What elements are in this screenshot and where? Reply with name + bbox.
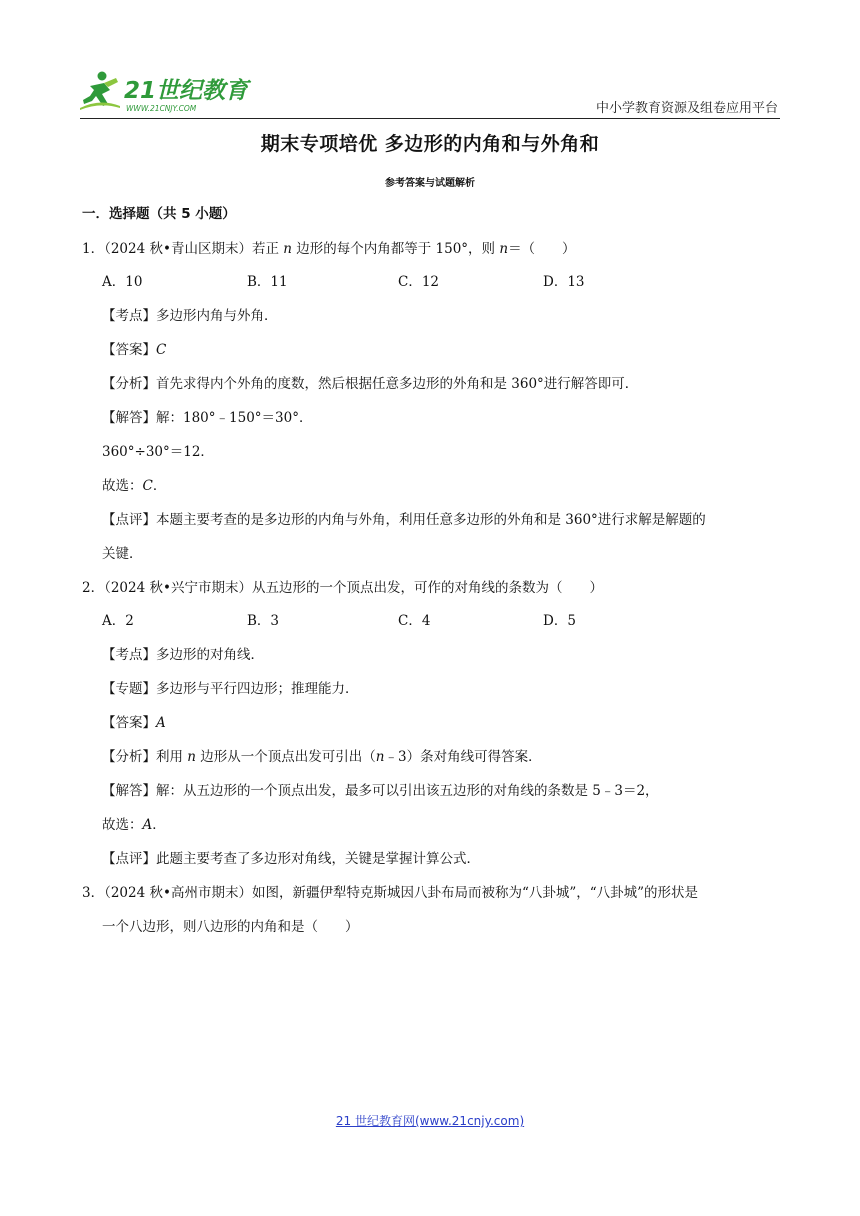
q1-conclusion: 故选：C． [102,478,167,494]
q2-option-c: C．4 [398,613,431,629]
q2-kaodian: 【考点】多边形的对角线． [102,647,264,663]
platform-name: 中小学教育资源及组卷应用平台 [595,101,778,116]
q1-option-d: D．13 [543,274,585,290]
question-3-stem-1: 3．（2024 秋•高州市期末）如图，新疆伊犁特克斯城因八卦布局而被称为“八卦城”，“八卦城”的形状是 [82,885,699,901]
page-header [80,64,780,120]
q2-dianping: 【点评】此题主要考查了多边形对角线，关键是掌握计算公式． [102,851,480,867]
q1-dianping-1: 【点评】本题主要考查的是多边形的内角与外角，利用任意多边形的外角和是 360°进行求解是解题的 [102,512,706,528]
q2-answer: 【答案】A [102,715,166,731]
header-divider [80,118,780,119]
section-heading: 一．选择题（共 5 小题） [82,206,236,222]
q2-fenxi: 【分析】利用 n 边形从一个顶点出发可引出（n﹣3）条对角线可得答案． [102,749,542,765]
runner-icon [80,72,120,111]
q1-option-b: B．11 [247,274,288,290]
q1-answer: 【答案】C [102,342,167,358]
q1-option-c: C．12 [398,274,440,290]
q2-option-b: B．3 [247,613,280,629]
footer-link[interactable]: 21 世纪教育网(www.21cnjy.com) [335,1114,525,1128]
q2-conclusion: 故选：A． [102,817,166,833]
question-2-stem: 2．（2024 秋•兴宁市期末）从五边形的一个顶点出发，可作的对角线的条数为（ ） [82,580,603,596]
q1-jieda-2: 360°÷30°＝12． [102,444,214,460]
q2-jieda: 【解答】解：从五边形的一个顶点出发，最多可以引出该五边形的对角线的条数是 5﹣3＝2， [102,783,659,799]
question-3-stem-2: 一个八边形，则八边形的内角和是（ ） [102,919,359,935]
logo-text: 21世纪教育 [124,78,249,104]
q1-kaodian: 【考点】多边形内角与外角． [102,308,278,324]
logo [80,68,260,114]
q1-jieda-1: 【解答】解：180°﹣150°＝30°． [102,410,313,426]
q2-zhuanti: 【专题】多边形与平行四边形；推理能力． [102,681,359,697]
q1-fenxi: 【分析】首先求得内个外角的度数，然后根据任意多边形的外角和是 360°进行解答即可． [102,376,639,392]
question-1-stem: 1．（2024 秋•青山区期末）若正 n 边形的每个内角都等于 150°，则 n＝（ ） [82,241,576,257]
page-title: 期末专项培优 多边形的内角和与外角和 [260,133,600,155]
page-subtitle: 参考答案与试题解析 [385,178,475,189]
q2-option-a: A．2 [102,613,134,629]
q1-dianping-2: 关键． [102,546,143,562]
q2-option-d: D．5 [543,613,576,629]
q1-option-a: A．10 [102,274,143,290]
logo-url: WWW.21CNJY.COM [126,104,197,113]
